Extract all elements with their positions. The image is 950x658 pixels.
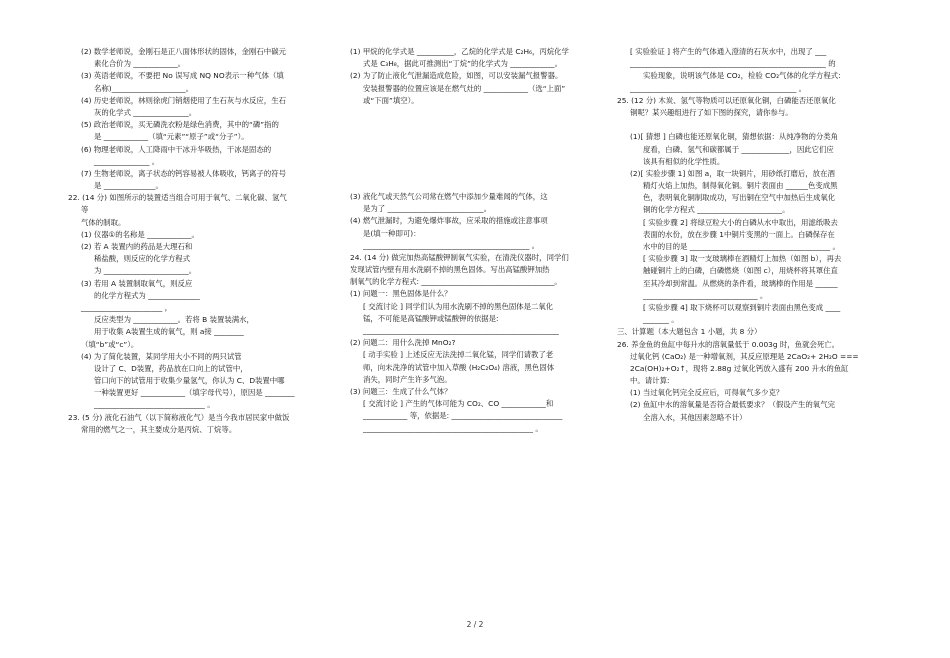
text-line: 24. (14 分) 做完加热高锰酸钾制氧气实验，在清洗仪器时，同学们 — [350, 252, 569, 262]
text-line: 触碰铜片上的白磷，白磷燃烧（如图 c），用烧杯将其罩住直 — [643, 266, 838, 276]
text-line: 式是 C₃H₈，据此可推测出“丁烷”的化学式为 ____________。 — [363, 59, 562, 69]
text-line: (2)[ 实验步骤 1] 如图 a，取一块铜片，用砂纸打磨后，放在酒 — [630, 168, 835, 178]
text-line: （填“b”或“c”）。 — [81, 339, 139, 349]
text-line: 管口向下的试管用于收集少量氢气，你认为 C、D装置中哪 — [94, 376, 285, 386]
text-line: (3) 若用 A 装置制取氧气，则反应 — [81, 278, 193, 288]
text-line: 常用的燃气之一，其主要成分是丙烷、丁烷等。 — [81, 424, 237, 434]
text-line: 中。请计算: — [630, 376, 670, 386]
text-line: [ 交流讨论 ] 同学们认为用水洗刷不掉的黑色固体是二氧化 — [363, 301, 554, 311]
text-line: _____________________________________________________ — [363, 326, 559, 335]
text-line: (7) 生物老师说，离子状态的钙容易被人体吸收，钙离子的符号 — [81, 168, 286, 178]
text-line: ______________________________ 。 — [94, 400, 215, 410]
text-line: 2Ca(OH)₂+O₂↑，现将 2.88g 过氧化钙放入盛有 200 升水的鱼缸 — [630, 363, 849, 373]
text-line: (3) 液化气或天然气公司常在燃气中添加少量难闻的气体，这 — [350, 191, 548, 201]
text-line: 为 _______________________。 — [94, 266, 197, 276]
text-line: 消失，同时产生许多气泡。 — [363, 374, 452, 384]
text-line: (4) 燃气泄漏时，为避免爆炸事故，应采取的措施或注意事项 — [350, 216, 548, 226]
text-line: 名称)____________________。 — [94, 83, 193, 93]
text-line: (1) 仪器①的名称是 ____________。 — [81, 229, 199, 239]
text-line: 或“下面”填空）。 — [363, 95, 419, 105]
text-line: 全溶入水，其他因素忽略不计） — [643, 412, 747, 422]
text-line: 安装报警器的位置应该是在燃气灶的 ____________（选“上面” — [363, 83, 566, 93]
text-line: (5) 政治老师说，买无磷洗衣粉是绿色消费，其中的“磷”指的 — [81, 120, 279, 130]
text-line: 师，向未洗净的试管中加入草酸 (H₂C₂O₄) 溶液，黑色固体 — [363, 362, 555, 372]
text-line: [ 交流讨论 ] 产生的气体可能为 CO₂、CO ____________和 — [363, 399, 554, 409]
text-line: (2) 问题二：用什么洗掉 MnO₂? — [350, 338, 456, 348]
text-line: _____________________________________________________ 的 — [630, 59, 836, 69]
text-line: 锰，不可能是高锰酸钾或锰酸钾的依据是: — [363, 313, 499, 323]
text-line: ______________________________________________ 。 — [363, 423, 543, 433]
text-line: 用于收集 A装置生成的氧气，则 a接 ________ — [94, 327, 244, 337]
text-line: ______________________ ， — [81, 302, 173, 312]
text-line: 过氧化钙 (CaO₂) 是一种增氧剂，其反应原理是 2CaO₂+ 2H₂O === — [630, 351, 859, 361]
text-line: (2) 为了防止液化气泄漏造成危险，如图，可以安装漏气报警器。 — [350, 71, 563, 81]
text-line: 发现试管内壁有用水洗刷不掉的黑色固体。写出高锰酸钾加热 — [350, 265, 550, 275]
text-line: 的化学方程式为 ______________ — [94, 290, 200, 300]
text-line: 水中的目的是 ______________________________________ 。 — [643, 242, 840, 251]
text-line: 铜的化学方程式 _______________________。 — [643, 205, 790, 215]
text-line: [ 实验步骤 2] 将绿豆粒大小的白磷从水中取出，用滤纸吸去 — [643, 217, 838, 227]
text-line: _______________________________ 。 — [643, 290, 768, 300]
text-line: 反应类型为 ____________。若将 B 装置装满水， — [94, 315, 254, 325]
figure-space — [617, 119, 885, 131]
text-line: (2) 数学老师说，金刚石是正八面体形状的固体，金刚石中碳元 — [81, 47, 286, 56]
text-line: 是为了 __________________________。 — [363, 204, 491, 214]
text-line: 灰的化学式 _______________。 — [94, 107, 197, 117]
text-line: (2) 若 A 装置内的药品是大理石和 — [81, 242, 193, 251]
text-line: 该具有相似的化学性质。 — [643, 156, 725, 166]
text-line: 制氧气的化学方程式: ____________________________________。 — [350, 277, 562, 287]
text-line: [ 实验步骤 3] 取一支玻璃棒在酒精灯上加热（如图 b），再去 — [643, 254, 842, 264]
text-line: (4) 历史老师说，林则徐虎门销烟使用了生石灰与水反应，生石 — [81, 95, 286, 105]
text-line: [ 动手实验 ] 上述反应无法洗掉二氧化锰，同学们请教了老 — [363, 350, 554, 360]
text-line: ____________ 等，依据是: ______________________________ — [363, 411, 563, 421]
text-line: (3) 英语老师说，不要把 No 误写成 NQ NO表示一种气体（填 — [81, 71, 284, 81]
text-line: 铜呢？某兴趣组进行了如下图的探究，请你参与。 — [630, 107, 793, 117]
column-right — [617, 46, 885, 424]
text-line: (1)[ 猜想 ] 白磷也能还原氧化铜，猜想依据：从纯净物的分类角 — [630, 132, 839, 142]
text-line: (3) 问题三：生成了什么气体？ — [350, 386, 452, 396]
text-line: 22. (14 分) 如图所示的装置适当组合可用于氧气、二氧化碳、氢气 — [68, 193, 287, 203]
text-line: 是 ____________（填“元素”“原子”或“分子”）。 — [94, 132, 249, 142]
text-line: 设计了 C、D装置，药品放在口向上的试管中， — [94, 363, 248, 373]
text-line: [ 实验验证 ] 将产生的气体通入澄清的石灰水中，出现了 ___ — [630, 47, 827, 56]
text-line: 23. (5 分) 液化石油气（以下简称液化气）是当今我市居民家中做饭 — [68, 412, 290, 422]
text-line: 精灯火焰上加热，制得氧化铜。铜片表面由 ______色变成黑 — [643, 181, 838, 191]
text-line: 是 ______________。 — [94, 181, 163, 191]
text-line: [ 实验步骤 4] 取下烧杯可以观察到铜片表面由黑色变成 ____ — [643, 302, 841, 312]
text-line: _______ 。 — [643, 315, 679, 325]
text-line: (1) 问题一：黑色固体是什么？ — [350, 289, 452, 299]
column-middle — [350, 46, 612, 435]
text-line: (2) 鱼缸中水的溶氧量是否符合最低要求？（假设产生的氧气完 — [630, 400, 835, 410]
page-number: 2 / 2 — [466, 620, 484, 629]
text-line: 度看，白磷、氢气和碳都属于 _____________，因此它们应 — [643, 144, 834, 154]
text-line: 一种装置更好 ____________（填字母代号），原因是 ________ — [94, 388, 295, 398]
text-line: 气体的制取。 — [81, 217, 126, 227]
text-line: 色，表明氧化铜制取成功，写出铜在空气中加热后生成氧化 — [643, 193, 836, 203]
text-line: (1) 当过氧化钙完全反应后，可得氧气多少克？ — [630, 388, 784, 398]
text-line: (6) 物理老师说，人工降雨中干冰升华吸热，干冰是固态的 — [81, 144, 272, 154]
column-left — [68, 46, 330, 436]
text-line: _____________________________________________ 。 — [363, 240, 540, 250]
text-line: 三、计算题（本大题包含 1 小题，共 8 分） — [617, 327, 762, 337]
figure-space — [350, 107, 612, 191]
text-line: 26. 养金鱼的鱼缸中每升水的溶氧量低于 0.003g 时，鱼就会死亡。 — [617, 339, 840, 349]
text-line: (1) 甲烷的化学式是 __________，乙烷的化学式是 C₂H₆，丙烷化学 — [350, 47, 569, 56]
text-line: 素化合价为 ____________。 — [94, 59, 186, 69]
text-line: 是(填一种即可)： — [363, 228, 421, 238]
text-line: 表面的水份，放在步骤 1中铜片变黑的一面上。白磷保存在 — [643, 229, 835, 239]
text-line: (4) 为了简化装置，某同学用大小不同的两只试管 — [81, 351, 242, 361]
text-line: 等 — [81, 205, 89, 215]
text-line: 稀盐酸，则反应的化学方程式 — [94, 254, 191, 264]
text-line: 实验现象，说明该气体是 CO₂，检验 CO₂气体的化学方程式: — [643, 71, 841, 81]
text-line: 至其冷却到常温。从燃烧的条件看，玻璃棒的作用是 ______ — [643, 278, 838, 288]
text-line: _______________ 。 — [94, 156, 160, 166]
text-line: _____________________________________________ 。 — [630, 83, 807, 93]
text-line: 25. (12 分) 木炭、氢气等物质可以还原氧化铜，白磷能否还原氧化 — [617, 95, 836, 105]
